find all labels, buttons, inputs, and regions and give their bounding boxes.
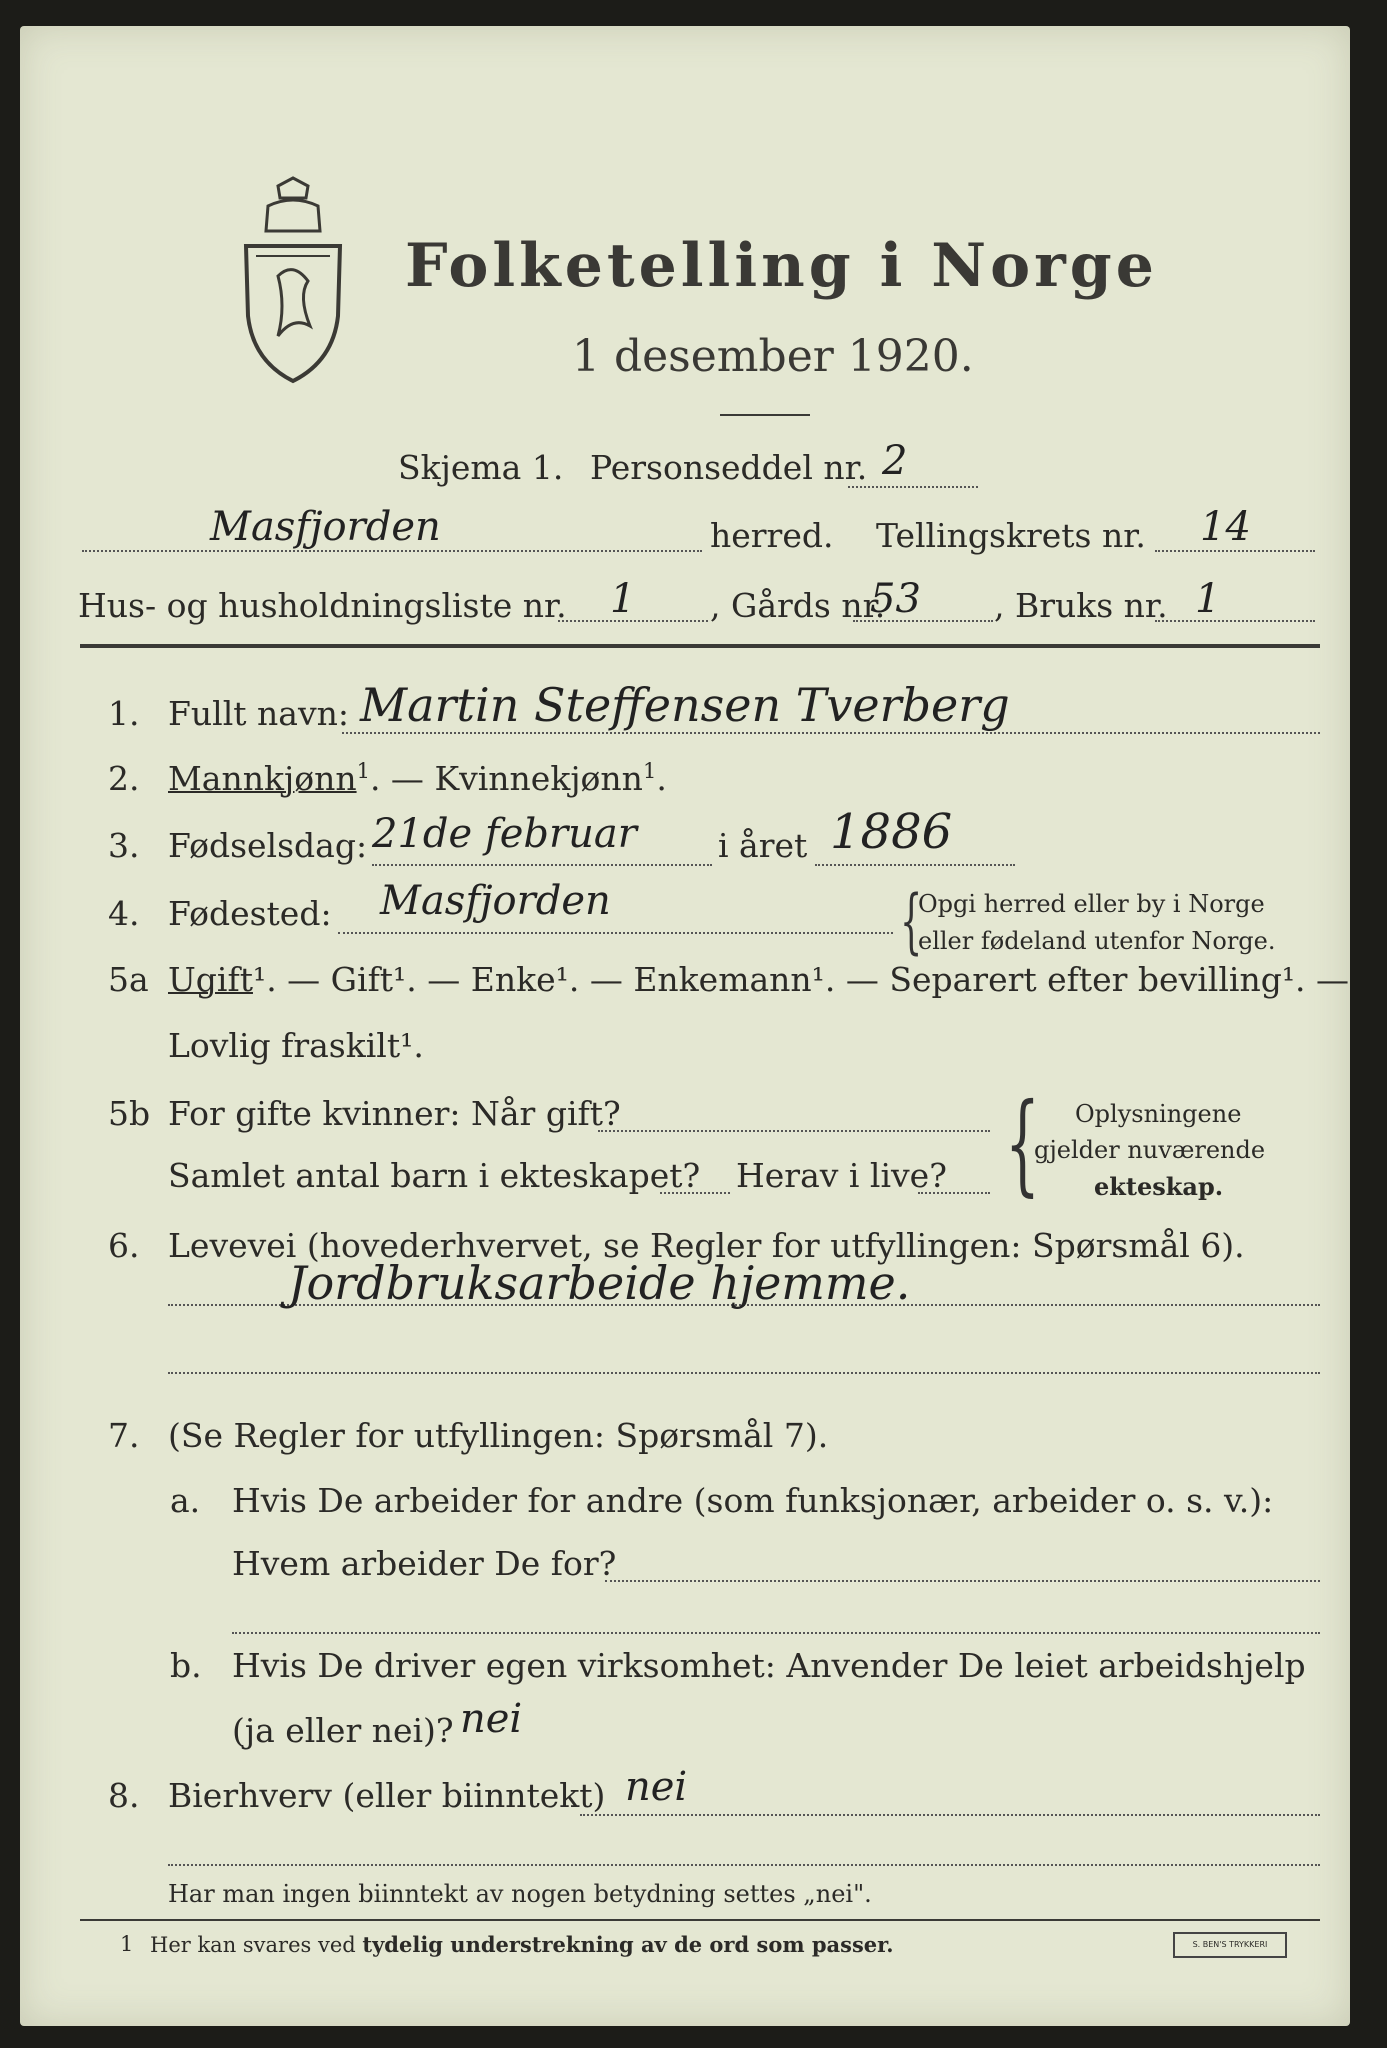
q5b-line-1: For gifte kvinner: Når gift? [168, 1094, 621, 1133]
q3-label: Fødselsdag: [168, 826, 368, 865]
q5b-children-label: Samlet antal barn i ekteskapet? [168, 1156, 701, 1195]
q4-label: Fødested: [168, 894, 332, 933]
q1-field [342, 732, 1320, 734]
q7b-letter: b. [170, 1646, 202, 1685]
q2-female: Kvinnekjønn [434, 759, 643, 798]
q5b-alive-label: Herav i live? [736, 1156, 947, 1195]
title-divider [720, 414, 810, 416]
header-rule [80, 644, 1320, 648]
footnote-plain: Her kan svares ved [150, 1933, 356, 1957]
q7-number: 7. [108, 1416, 140, 1455]
q2-dash: . — [369, 759, 435, 798]
q7a-letter: a. [170, 1481, 201, 1520]
footer-rule [80, 1919, 1320, 1921]
q5b-alive-field [918, 1192, 990, 1194]
q5a-line-2: Lovlig fraskilt¹. [168, 1026, 424, 1065]
coat-of-arms-icon [238, 176, 348, 386]
husliste-value: 1 [610, 576, 636, 622]
q4-brace: { [900, 880, 923, 962]
q2-sup1: 1 [356, 759, 370, 783]
q3-day-field [372, 864, 712, 866]
q1-label: Fullt navn: [168, 694, 349, 733]
q8-label: Bierhverv (eller biinntekt) [168, 1776, 606, 1815]
printer-stamp [1173, 1932, 1287, 1958]
q2-end: . [656, 759, 667, 798]
q5a-ugift: Ugift [168, 960, 253, 999]
q3-year-value: 1886 [830, 804, 953, 860]
q8-field-2 [168, 1864, 1320, 1866]
census-form [20, 26, 1350, 2026]
biinntekt-note: Har man ingen biinntekt av nogen betydning settes „nei". [168, 1880, 872, 1908]
tellingskrets-value: 14 [1200, 504, 1251, 550]
q7b-question: (ja eller nei)? [232, 1711, 454, 1750]
q5a-rest: ¹. — Gift¹. — Enke¹. — Enkemann¹. — Separert efter bevilling¹. — [252, 960, 1350, 999]
q3-year-label: i året [718, 826, 808, 865]
husliste-label: Hus- og husholdningsliste nr. [78, 586, 567, 625]
q8-value: nei [625, 1764, 688, 1810]
q7-label: (Se Regler for utfyllingen: Spørsmål 7). [168, 1416, 829, 1455]
q8-field-1 [580, 1814, 1320, 1816]
gards-label: , Gårds nr. [710, 586, 886, 625]
q7a-text: Hvis De arbeider for andre (som funksjonær, arbeider o. s. v.): [232, 1481, 1274, 1520]
q2-male: Mannkjønn [168, 759, 357, 798]
personseddel-field [848, 486, 978, 488]
q4-note-2: eller fødeland utenfor Norge. [918, 927, 1276, 955]
q7a-field-1 [605, 1580, 1320, 1582]
footnote-text [150, 1932, 894, 1957]
q7a-question: Hvem arbeider De for? [232, 1544, 617, 1583]
q7a-field-2 [232, 1632, 1320, 1634]
personseddel-value: 2 [882, 438, 908, 484]
personseddel-label: Personseddel nr. [590, 448, 868, 487]
q4-number: 4. [108, 894, 140, 933]
q5a-line [168, 960, 1349, 999]
q8-number: 8. [108, 1776, 140, 1815]
form-title: Folketelling i Norge [405, 231, 1158, 301]
q5b-note-1: Oplysningene [1075, 1100, 1242, 1128]
q6-label: Levevei (hovederhvervet, se Regler for utfyllingen: Spørsmål 6). [168, 1226, 1245, 1265]
gards-value: 53 [870, 576, 921, 622]
q5b-married-field [598, 1130, 990, 1132]
herred-value: Masfjorden [210, 504, 441, 550]
bruks-label: , Bruks nr. [994, 586, 1168, 625]
q7b-text: Hvis De driver egen virksomhet: Anvender De leiet arbeidshjelp [232, 1646, 1306, 1685]
bruks-value: 1 [1195, 576, 1221, 622]
q2-line [168, 759, 667, 798]
herred-field [82, 550, 702, 552]
q4-field [338, 932, 893, 934]
tellingskrets-field [1155, 550, 1315, 552]
q5a-number: 5a [108, 960, 149, 999]
q1-value: Martin Steffensen Tverberg [360, 678, 1010, 732]
q6-number: 6. [108, 1226, 140, 1265]
q3-number: 3. [108, 826, 140, 865]
q4-value: Masfjorden [380, 878, 611, 924]
q3-year-field [815, 864, 1015, 866]
q5b-children-field [660, 1192, 730, 1194]
printer-stamp-text: S. BEN'S TRYKKERI [1192, 1940, 1268, 1949]
footnote-number: 1 [120, 1932, 134, 1956]
q4-note-1: Opgi herred eller by i Norge [918, 890, 1265, 918]
bruks-field [1155, 620, 1315, 622]
q6-value: Jordbruksarbeide hjemme. [288, 1256, 911, 1310]
q1-number: 1. [108, 694, 140, 733]
q2-number: 2. [108, 759, 140, 798]
q5b-number: 5b [108, 1094, 151, 1133]
herred-label: herred. [710, 516, 834, 555]
q7b-value: nei [460, 1696, 523, 1742]
skjema-label: Skjema 1. [398, 448, 564, 487]
footnote-bold: tydelig understrekning av de ord som passer. [362, 1932, 894, 1957]
q5b-note-2: gjelder nuværende [1034, 1136, 1266, 1164]
q2-sup2: 1 [642, 759, 657, 783]
q6-field-2 [168, 1372, 1320, 1374]
q5b-note-3: ekteskap. [1094, 1172, 1224, 1201]
tellingskrets-label: Tellingskrets nr. [876, 516, 1146, 555]
q5b-brace: { [1005, 1079, 1040, 1207]
q3-day-value: 21de februar [372, 811, 637, 857]
form-date: 1 desember 1920. [572, 331, 974, 382]
